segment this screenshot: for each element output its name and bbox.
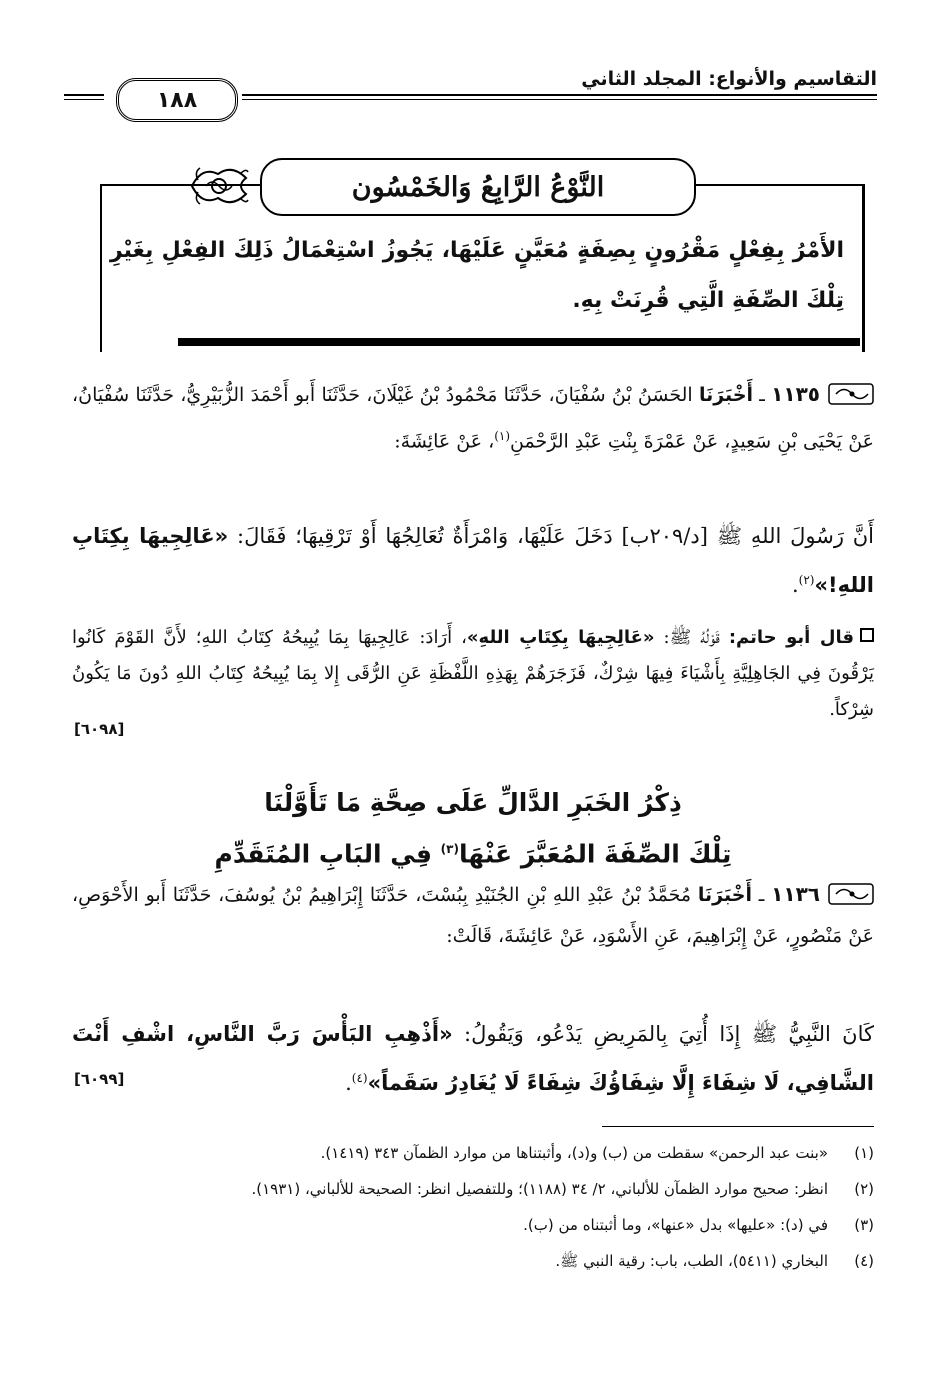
reference-number: [٦٠٩٨]	[74, 720, 125, 738]
prophetic-quote: «عَالِجِيهَا بِكِتَابِ اللهِ!»	[72, 524, 874, 597]
page-number: ١٨٨	[116, 78, 238, 122]
type-title: النَّوْعُ الرَّابِعُ وَالخَمْسُون	[260, 158, 696, 216]
page-header	[64, 60, 877, 120]
note-lead: قال أبو حاتم:	[728, 627, 854, 648]
hadith-marker-icon	[828, 881, 874, 907]
isnad-text: الحَسَنُ بْنُ سُفْيَانَ، حَدَّثَنَا مَحْمُودُ بْنُ غَيْلَانَ، حَدَّثَنَا أَبو أَحْمَدَ الزُّبَيْرِيُّ، حَدَّثَنَا سُفْيَانُ، عَنْ يَحْيَى بْنِ سَعِيدٍ، عَنْ عَمْرَةَ بِنْتِ عَبْدِ الرَّحْمَنِ	[72, 384, 874, 453]
section-heading	[72, 780, 874, 877]
matn-text: كَانَ النَّبِيُّ ﷺ إِذَا أُتِيَ بِالمَرِيضِ يَدْعُو، وَيَقُولُ:	[452, 1022, 874, 1046]
square-bullet-icon	[860, 628, 874, 642]
footnote-number: (٢)	[854, 1180, 874, 1198]
hadith-number: ١١٣٦	[771, 882, 820, 906]
matn-end: .	[345, 1071, 352, 1095]
type-bottom-rule	[178, 338, 860, 346]
lead-word: أَخْبَرَنَا	[698, 384, 754, 406]
hadith-number: ١١٣٥	[771, 382, 820, 406]
heading-text-end: فِي البَابِ المُتَقَدِّمِ	[214, 839, 441, 869]
isnad-text-end: ، عَنْ عَائِشَةَ:	[394, 430, 495, 453]
hadith-marker-icon	[828, 381, 874, 407]
isnad-text: مُحَمَّدُ بْنُ عَبْدِ اللهِ بْنِ الجُنَيْدِ بِبُسْتَ، حَدَّثَنَا إِبْرَاهِيمُ بْنُ يُوسُفَ، حَدَّثَنَا أَبو الأَحْوَصِ، عَنْ مَنْصُورٍ، عَنْ إِبْرَاهِيمَ، عَنِ الأَسْوَدِ، عَنْ عَائِشَةَ، قَالَتْ:	[72, 884, 874, 947]
footnote-text: في (د): «عليها» بدل «عنها»، وما أثبتناه من (ب).	[523, 1216, 828, 1234]
hadith-1135-isnad	[72, 374, 874, 462]
prophetic-quote: «أَذْهِبِ البَأْسَ رَبَّ النَّاسِ، اشْفِ أَنْتَ الشَّافِي، لَا شِفَاءَ إِلَّا شِفَاؤُكَ شِفَاءً لَا يُغَادِرُ سَقَماً»	[72, 1022, 874, 1095]
heading-line-2	[72, 826, 874, 877]
header-left-rule	[64, 94, 104, 100]
reference-number: [٦٠٩٩]	[74, 1070, 125, 1088]
footnote-number: (٤)	[854, 1252, 874, 1270]
hadith-1136-isnad	[72, 874, 874, 957]
hadith-dash: ـ	[753, 384, 772, 406]
hadith-1136-matn	[72, 1012, 874, 1105]
footnote-item	[72, 1174, 874, 1204]
footnote-text: «بنت عبد الرحمن» سقطت من (ب) و(د)، وأثبتناها من موارد الظمآن ٣٤٣ (١٤١٩).	[320, 1144, 828, 1162]
footnote-number: (٣)	[854, 1216, 874, 1234]
footnotes	[72, 1138, 874, 1282]
abu-hatim-note	[72, 620, 874, 728]
note-quote: «عَالِجِيهَا بِكِتَابِ اللهِ»	[466, 627, 655, 648]
footnote-item	[72, 1210, 874, 1240]
floral-ornament-icon	[188, 160, 250, 212]
hadith-dash: ـ	[751, 884, 772, 906]
heading-text: تِلْكَ الصِّفَةَ المُعَبَّرَ عَنْهَا	[458, 839, 732, 869]
matn-end: .	[791, 573, 799, 597]
footnote-number: (١)	[854, 1144, 874, 1162]
header-rule	[242, 94, 877, 100]
footnote-separator	[602, 1126, 874, 1127]
note-text-rest: ، أَرَادَ: عَالِجِيهَا بِمَا يُبِيحُهُ كِتَابُ اللهِ؛ لأَنَّ القَوْمَ كَانُوا يَرْقُونَ فِي الجَاهِلِيَّةِ بِأَشْيَاءَ فِيهَا شِرْكٌ، فَزَجَرَهُمْ بِهَذِهِ اللَّفْظَةِ عَنِ الرُّقَى إِلا بِمَا يُبِيحُهُ كِتَابُ اللهِ دُونَ مَا يَكُونُ شِرْكاً.	[72, 627, 874, 720]
note-text: قَوْلُهُ ﷺ:	[654, 627, 729, 648]
running-title: التقاسيم والأنواع: المجلد الثاني	[581, 68, 877, 90]
footnote-mark: (١)	[494, 429, 511, 443]
lead-word: أَخْبَرَنَا	[697, 884, 752, 906]
footnote-text: انظر: صحيح موارد الظمآن للألباني، ٢/ ٣٤ (١١٨٨)؛ وللتفصيل انظر: الصحيحة للألباني، (١٩٣١).	[251, 1180, 828, 1198]
footnote-mark: (٣)	[440, 842, 459, 856]
heading-line-1: ذِكْرُ الخَبَرِ الدَّالِّ عَلَى صِحَّةِ مَا تَأَوَّلْنَا	[264, 788, 682, 817]
footnote-mark: (٢)	[798, 573, 815, 587]
hadith-1135-matn	[72, 514, 874, 607]
matn-text: أَنَّ رَسُولَ اللهِ ﷺ [د/٢٠٩ب] دَخَلَ عَلَيْهَا، وَامْرَأَةٌ تُعَالِجُهَا أَوْ تَرْقِيهَا؛ فَقَالَ:	[228, 524, 875, 548]
type-body: الأَمْرُ بِفِعْلٍ مَقْرُونٍ بِصِفَةٍ مُعَيَّنٍ عَلَيْهَا، يَجُوزُ اسْتِعْمَالُ ذَلِكَ الفِعْلِ بِغَيْرِ تِلْكَ الصِّفَةِ الَّتِي قُرِنَتْ بِهِ.	[110, 238, 844, 313]
footnote-text: البخاري (٥٤١١)، الطب، باب: رقية النبي ﷺ.	[555, 1252, 828, 1270]
footnote-mark: (٤)	[351, 1071, 368, 1085]
footnote-item	[72, 1246, 874, 1276]
footnote-item	[72, 1138, 874, 1168]
